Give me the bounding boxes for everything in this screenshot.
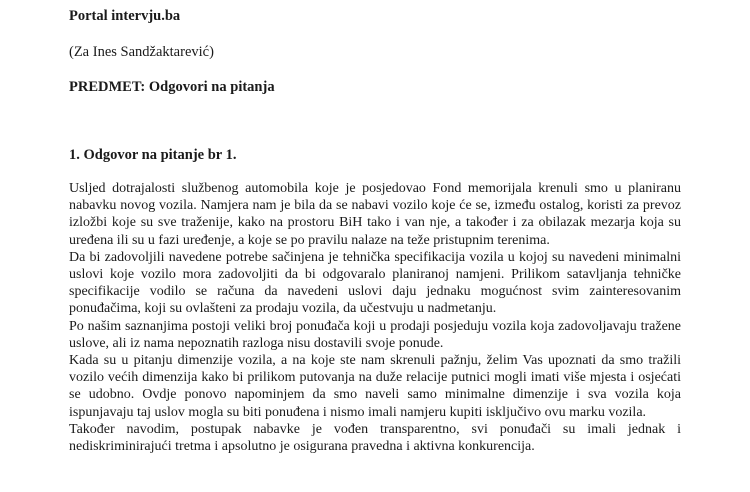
recipient-line: (Za Ines Sandžaktarević) (69, 44, 214, 60)
paragraph: Usljed dotrajalosti službenog automobila koje je posjedovao Fond memorijala krenuli smo u planiranu nabavku novog vozila. Namjera nam je bila da se nabavi vozilo koje će se, između ostalog, koristi za prevoz izložbi koje su sve traženije, kako na prostoru BiH tako i van nje, a također i za obilazak mezarja koja su uređena ili su u fazi uređenje, a koje se po pravilu nalaze na teže pristupnim terenima. (69, 181, 681, 248)
body-text (69, 180, 681, 455)
paragraph: Da bi zadovoljili navedene potrebe sačinjena je tehnička specifikacija vozila u kojoj su navedeni minimalni uslovi koje vozilo mora zadovoljiti da bi odgovaralo planiranoj namjeni. Prilikom satavljanja tehničke specifikacije vodilo se računa da navedeni uslovi daju jednaku mogućnost svim zainteresovanim ponuđačima, koji su ovlašteni za prodaju vozila, da učestvuju u nadmetanju. (69, 249, 681, 317)
portal-name: Portal intervju.ba (69, 8, 181, 24)
paragraph: Po našim saznanjima postoji veliki broj ponuđača koji u prodaji posjeduju vozila koja zadovoljavaju tražene uslove, ali iz nama nepoznatih razloga nisu dostavili svoje ponude. (69, 318, 681, 351)
paragraph: Također navodim, postupak nabavke je vođen transparentno, svi ponuđači su imali jednak i nediskriminirajući tretma i apsolutno je osigurana pravedna i aktivna konkurencija. (69, 421, 681, 455)
paragraph: Kada su u pitanju dimenzije vozila, a na koje ste nam skrenuli pažnju, želim Vas upoznati da smo tražili vozilo većih dimenzija kako bi prilikom putovanja na duže relacije putnici mogli imati više mjesta i osjećati se udobno. Ovdje ponovo napominjem da smo naveli samo minimalne dimenzije i sva vozila koja ispunjavaju taj uslov mogla su biti ponuđena i nismo imali namjeru kupiti isključivo ovu marku vozila. (69, 353, 681, 420)
subject-line: PREDMET: Odgovori na pitanja (69, 79, 275, 95)
section-heading: 1. Odgovor na pitanje br 1. (69, 147, 237, 163)
